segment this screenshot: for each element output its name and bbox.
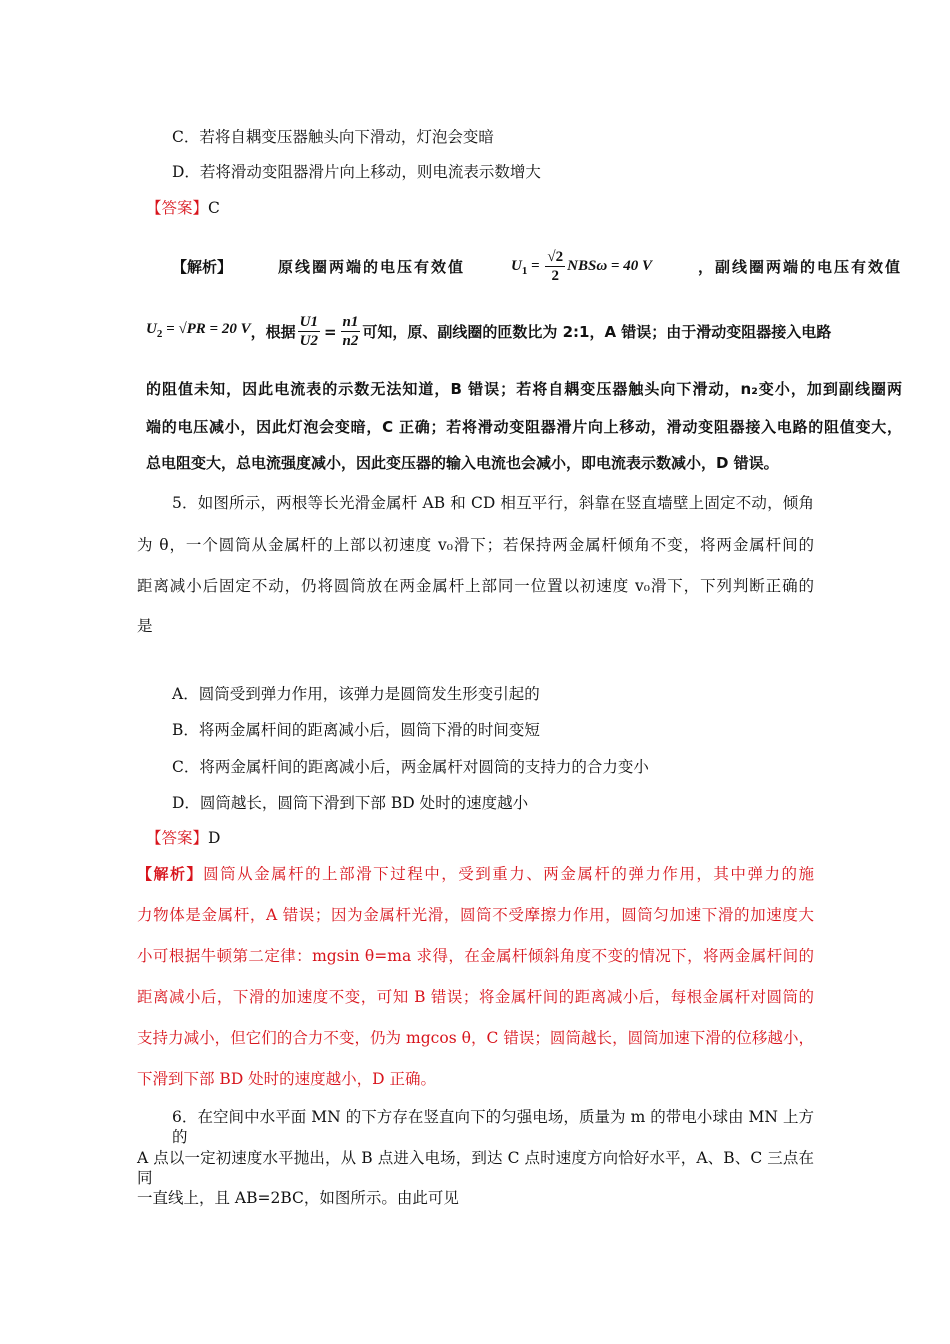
q5-answer-label: 【答案】	[146, 829, 209, 847]
analysis4-line1	[172, 248, 902, 285]
analysis4-line2: $U_2 = √PR = 20$ V ，根据 $\frac{U1}{U2}$ = $\frac{n1}{n2}$ 可知，原、副线圈的匝数比为 2:1，A 错误；由于滑动变阻器接入电路	[146, 314, 832, 349]
analysis4-line4: 端的电压减小，因此灯泡会变暗，C 正确；若将滑动变阻器滑片向上移动，滑动变阻器接入电路的阻值变大，	[146, 418, 902, 436]
answer-prev	[146, 198, 220, 218]
q5-analysis-line5: 支持力减小，但它们的合力不变，仍为 mgcos θ，C 错误；圆筒越长，圆筒加速下滑的位移越小，	[137, 1029, 814, 1047]
q5-line2: 为 θ，一个圆筒从金属杆的上部以初速度 v₀滑下；若保持两金属杆倾角不变，将两金属杆间的	[137, 536, 814, 554]
q5-answer-value: D	[208, 829, 221, 847]
q5-analysis-line1: 【解析】圆筒从金属杆的上部滑下过程中，受到重力、两金属杆的弹力作用，其中弹力的施	[137, 865, 814, 883]
q5-analysis-line4: 距离减小后，下滑的加速度不变，可知 B 错误；将金属杆间的距离减小后，每根金属杆对圆筒的	[137, 988, 814, 1006]
q5-option-d: D．圆筒越长，圆筒下滑到下部 BD 处时的速度越小	[172, 794, 529, 812]
analysis4-line3: 的阻值未知，因此电流表的示数无法知道，B 错误；若将自耦变压器触头向下滑动，n₂变小，加到副线圈两	[146, 380, 902, 398]
u1-formula: $U_1$ = $\frac{√2}{2}$ NBSω = 40 V	[511, 249, 652, 284]
analysis4-line5: 总电阻变大，总电流强度减小，因此变压器的输入电流也会减小，即电流表示数减小，D 错误。	[146, 454, 779, 472]
q5-answer	[146, 828, 220, 848]
q5-analysis-line6: 下滑到下部 BD 处时的速度越小，D 正确。	[137, 1070, 437, 1088]
analysis4-text-b: ，副线圈两端的电压有效值	[697, 257, 902, 276]
q5-analysis-label: 【解析】	[137, 865, 204, 883]
answer-prev-label: 【答案】	[146, 199, 209, 217]
q6-line2: A 点以一定初速度水平抛出，从 B 点进入电场，到达 C 点时速度方向恰好水平，A、B、C 三点在同	[137, 1149, 814, 1187]
q5-option-a: A．圆筒受到弹力作用，该弹力是圆筒发生形变引起的	[172, 685, 540, 703]
q5-analysis-line2: 力物体是金属杆，A 错误；因为金属杆光滑，圆筒不受摩擦力作用，圆筒匀加速下滑的加速度大	[137, 906, 814, 924]
option-c-prev: C．若将自耦变压器触头向下滑动，灯泡会变暗	[172, 128, 494, 146]
u2-formula: $U_2 = √PR = 20$ V	[146, 321, 251, 340]
q5-option-c: C．将两金属杆间的距离减小后，两金属杆对圆筒的支持力的合力变小	[172, 758, 649, 776]
q5-line4: 是	[137, 617, 153, 635]
analysis4-text-a: 原线圈两端的电压有效值	[278, 257, 466, 276]
q6-line3: 一直线上，且 AB=2BC，如图所示。由此可见	[137, 1189, 459, 1207]
q5-option-b: B．将两金属杆间的距离减小后，圆筒下滑的时间变短	[172, 721, 540, 739]
q5-line1: 5．如图所示，两根等长光滑金属杆 AB 和 CD 相互平行，斜靠在竖直墙壁上固定不动，倾角	[172, 494, 814, 512]
option-d-prev: D．若将滑动变阻器滑片向上移动，则电流表示数增大	[172, 163, 541, 181]
analysis4-text-d: 可知，原、副线圈的匝数比为 2:1，A 错误；由于滑动变阻器接入电路	[362, 322, 832, 341]
q5-line3: 距离减小后固定不动，仍将圆筒放在两金属杆上部同一位置以初速度 v₀滑下，下列判断正确的	[137, 577, 814, 595]
ratio-u-fraction: $\frac{U1}{U2}$	[299, 314, 318, 349]
q6-line1: 6．在空间中水平面 MN 的下方存在竖直向下的匀强电场，质量为 m 的带电小球由 MN 上方的	[172, 1108, 814, 1146]
analysis4-text-c: ，根据	[250, 322, 296, 341]
ratio-n-fraction: $\frac{n1}{n2}$	[342, 314, 359, 349]
answer-prev-value: C	[208, 199, 220, 217]
q5-analysis-line3: 小可根据牛顿第二定律：mgsin θ=ma 求得，在金属杆倾斜角度不变的情况下，将两金属杆间的	[137, 947, 814, 965]
analysis4-label: 【解析】	[172, 257, 233, 276]
